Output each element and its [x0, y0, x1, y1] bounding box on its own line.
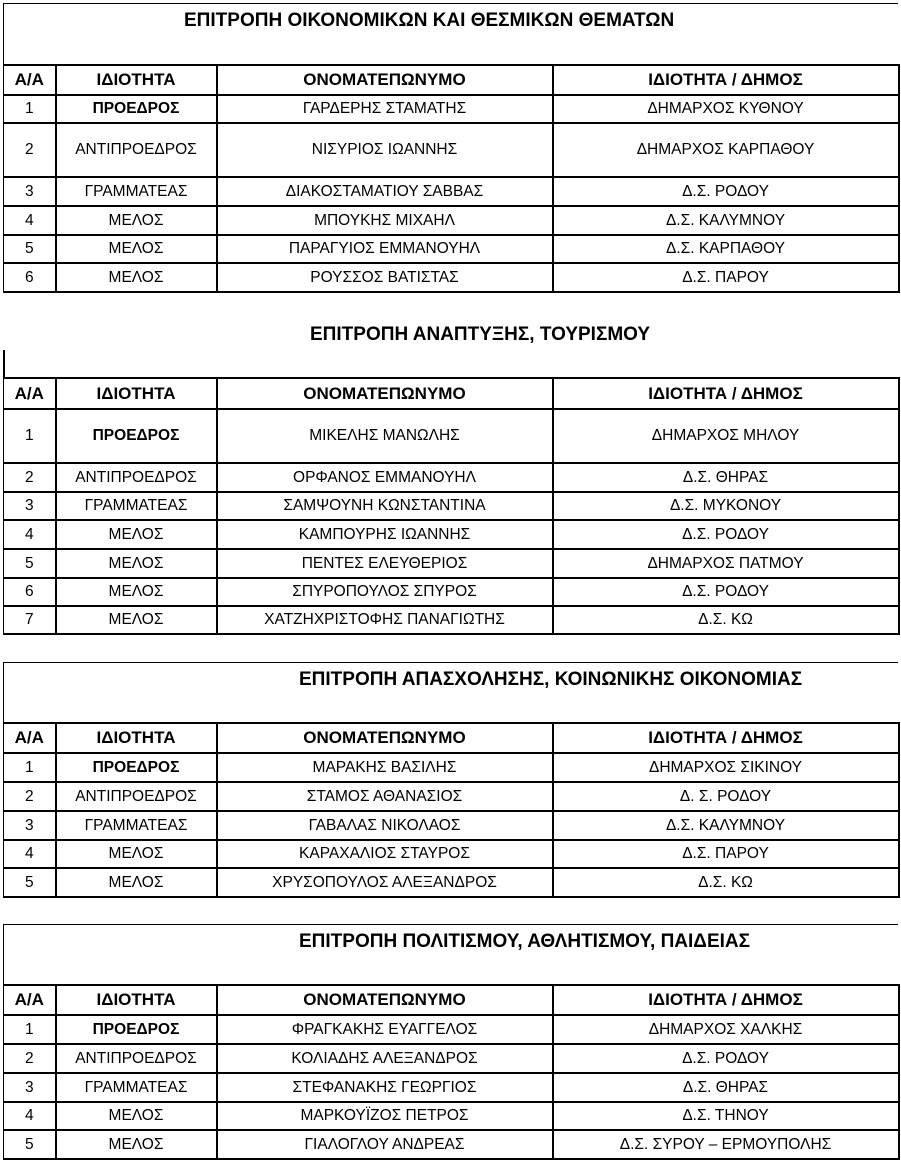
- member-position: Δ.Σ. ΜΥΚΟΝΟΥ: [553, 492, 899, 520]
- member-role: ΑΝΤΙΠΡΟΕΔΡΟΣ: [56, 1044, 217, 1073]
- member-name: ΣΤΕΦΑΝΑΚΗΣ ΓΕΩΡΓΙΟΣ: [217, 1073, 553, 1102]
- member-role: ΜΕΛΟΣ: [56, 235, 217, 263]
- member-name: ΣΠΥΡΟΠΟΥΛΟΣ ΣΠΥΡΟΣ: [217, 578, 553, 606]
- member-name: ΚΑΡΑΧΑΛΙΟΣ ΣΤΑΥΡΟΣ: [217, 840, 553, 868]
- column-header-number: Α/Α: [4, 985, 56, 1015]
- row-number: 4: [4, 520, 56, 549]
- member-role: ΜΕΛΟΣ: [56, 206, 217, 235]
- committee-title-area: [3, 924, 898, 984]
- member-name: ΝΙΣΥΡΙΟΣ ΙΩΑΝΝΗΣ: [217, 123, 553, 177]
- member-position: Δ.Σ. ΡΟΔΟΥ: [553, 1044, 899, 1073]
- member-name: ΓΑΡΔΕΡΗΣ ΣΤΑΜΑΤΗΣ: [217, 95, 553, 123]
- table-row: [4, 868, 899, 897]
- table-row: [4, 409, 899, 463]
- member-name: ΣΤΑΜΟΣ ΑΘΑΝΑΣΙΟΣ: [217, 782, 553, 811]
- member-role: ΠΡΟΕΔΡΟΣ: [56, 409, 217, 463]
- member-position: ΔΗΜΑΡΧΟΣ ΠΑΤΜΟΥ: [553, 549, 899, 578]
- member-role: ΓΡΑΜΜΑΤΕΑΣ: [56, 177, 217, 206]
- column-header-fullname: ΟΝΟΜΑΤΕΠΩΝΥΜΟ: [217, 378, 553, 409]
- table-row: [4, 95, 899, 123]
- member-role: ΑΝΤΙΠΡΟΕΔΡΟΣ: [56, 123, 217, 177]
- member-name: ΟΡΦΑΝΟΣ ΕΜΜΑΝΟΥΗΛ: [217, 463, 553, 492]
- table-header-row: [4, 723, 899, 753]
- member-name: ΓΑΒΑΛΑΣ ΝΙΚΟΛΑΟΣ: [217, 811, 553, 840]
- column-header-fullname: ΟΝΟΜΑΤΕΠΩΝΥΜΟ: [217, 985, 553, 1015]
- table-row: [4, 549, 899, 578]
- row-number: 3: [4, 492, 56, 520]
- member-name: ΚΑΜΠΟΥΡΗΣ ΙΩΑΝΝΗΣ: [217, 520, 553, 549]
- table-row: [4, 235, 899, 263]
- member-name: ΓΙΑΛΟΓΛΟΥ ΑΝΔΡΕΑΣ: [217, 1130, 553, 1159]
- table-row: [4, 206, 899, 235]
- committee-title: ΕΠΙΤΡΟΠΗ ΠΟΛΙΤΙΣΜΟΥ, ΑΘΛΗΤΙΣΜΟΥ, ΠΑΙΔΕΙΑΣ: [299, 931, 751, 952]
- column-header-position: ΙΔΙΟΤΗΤΑ / ΔΗΜΟΣ: [553, 65, 899, 95]
- member-role: ΜΕΛΟΣ: [56, 840, 217, 868]
- committee-title-area: [3, 3, 898, 64]
- row-number: 6: [4, 578, 56, 606]
- row-number: 6: [4, 263, 56, 292]
- row-number: 2: [4, 782, 56, 811]
- row-number: 4: [4, 206, 56, 235]
- member-position: Δ.Σ. ΡΟΔΟΥ: [553, 177, 899, 206]
- column-header-fullname: ΟΝΟΜΑΤΕΠΩΝΥΜΟ: [217, 723, 553, 753]
- member-position: Δ.Σ. ΠΑΡΟΥ: [553, 840, 899, 868]
- member-position: Δ.Σ. ΘΗΡΑΣ: [553, 1073, 899, 1102]
- member-name: ΣΑΜΨΟΥΝΗ ΚΩΝΣΤΑΝΤΙΝΑ: [217, 492, 553, 520]
- member-position: Δ.Σ. ΚΑΛΥΜΝΟΥ: [553, 206, 899, 235]
- table-row: [4, 1015, 899, 1044]
- member-role: ΜΕΛΟΣ: [56, 520, 217, 549]
- column-header-position: ΙΔΙΟΤΗΤΑ / ΔΗΜΟΣ: [553, 723, 899, 753]
- member-position: ΔΗΜΑΡΧΟΣ ΣΙΚΙΝΟΥ: [553, 753, 899, 782]
- row-number: 3: [4, 811, 56, 840]
- member-role: ΜΕΛΟΣ: [56, 1102, 217, 1130]
- table-row: [4, 123, 899, 177]
- column-header-number: Α/Α: [4, 378, 56, 409]
- table-row: [4, 1130, 899, 1159]
- member-role: ΜΕΛΟΣ: [56, 263, 217, 292]
- member-position: ΔΗΜΑΡΧΟΣ ΚΑΡΠΑΘΟΥ: [553, 123, 899, 177]
- row-number: 1: [4, 95, 56, 123]
- member-role: ΠΡΟΕΔΡΟΣ: [56, 95, 217, 123]
- member-name: ΠΕΝΤΕΣ ΕΛΕΥΘΕΡΙΟΣ: [217, 549, 553, 578]
- column-header-role: ΙΔΙΟΤΗΤΑ: [56, 65, 217, 95]
- committee-title: ΕΠΙΤΡΟΠΗ ΑΠΑΣΧΟΛΗΣΗΣ, ΚΟΙΝΩΝΙΚΗΣ ΟΙΚΟΝΟΜΙΑΣ: [299, 669, 803, 690]
- member-role: ΑΝΤΙΠΡΟΕΔΡΟΣ: [56, 782, 217, 811]
- member-role: ΜΕΛΟΣ: [56, 549, 217, 578]
- row-number: 4: [4, 840, 56, 868]
- table-header-row: [4, 65, 899, 95]
- member-role: ΠΡΟΕΔΡΟΣ: [56, 753, 217, 782]
- member-role: ΜΕΛΟΣ: [56, 1130, 217, 1159]
- member-position: ΔΗΜΑΡΧΟΣ ΜΗΛΟΥ: [553, 409, 899, 463]
- member-role: ΜΕΛΟΣ: [56, 868, 217, 897]
- table-row: [4, 520, 899, 549]
- row-number: 3: [4, 177, 56, 206]
- member-position: ΔΗΜΑΡΧΟΣ ΚΥΘΝΟΥ: [553, 95, 899, 123]
- member-name: ΚΟΛΙΑΔΗΣ ΑΛΕΞΑΝΔΡΟΣ: [217, 1044, 553, 1073]
- table-header-row: [4, 985, 899, 1015]
- member-position: Δ.Σ. ΠΑΡΟΥ: [553, 263, 899, 292]
- member-position: Δ.Σ. ΣΥΡΟΥ – ΕΡΜΟΥΠΟΛΗΣ: [553, 1130, 899, 1159]
- table-row: [4, 811, 899, 840]
- member-position: Δ.Σ. ΤΗΝΟΥ: [553, 1102, 899, 1130]
- member-role: ΜΕΛΟΣ: [56, 606, 217, 634]
- table-row: [4, 1102, 899, 1130]
- table-row: [4, 463, 899, 492]
- member-position: Δ.Σ. ΡΟΔΟΥ: [553, 520, 899, 549]
- row-number: 1: [4, 753, 56, 782]
- committee-title-area: [3, 318, 898, 377]
- members-table: [3, 984, 900, 1160]
- member-position: Δ.Σ. ΚΩ: [553, 606, 899, 634]
- table-row: [4, 753, 899, 782]
- members-table: [3, 377, 900, 635]
- member-role: ΓΡΑΜΜΑΤΕΑΣ: [56, 1073, 217, 1102]
- column-header-position: ΙΔΙΟΤΗΤΑ / ΔΗΜΟΣ: [553, 378, 899, 409]
- row-number: 1: [4, 409, 56, 463]
- committee-title: ΕΠΙΤΡΟΠΗ ΟΙΚΟΝΟΜΙΚΩΝ ΚΑΙ ΘΕΣΜΙΚΩΝ ΘΕΜΑΤΩΝ: [184, 10, 675, 31]
- row-number: 3: [4, 1073, 56, 1102]
- table-row: [4, 606, 899, 634]
- member-name: ΜΑΡΚΟΥΪΖΟΣ ΠΕΤΡΟΣ: [217, 1102, 553, 1130]
- row-number: 5: [4, 549, 56, 578]
- committee-title-area: [3, 662, 898, 722]
- member-position: Δ.Σ. ΚΩ: [553, 868, 899, 897]
- column-header-number: Α/Α: [4, 65, 56, 95]
- member-name: ΧΑΤΖΗΧΡΙΣΤΟΦΗΣ ΠΑΝΑΓΙΩΤΗΣ: [217, 606, 553, 634]
- committee-culture-sports-education: [3, 924, 898, 1160]
- member-name: ΡΟΥΣΣΟΣ ΒΑΤΙΣΤΑΣ: [217, 263, 553, 292]
- row-number: 7: [4, 606, 56, 634]
- member-name: ΜΑΡΑΚΗΣ ΒΑΣΙΛΗΣ: [217, 753, 553, 782]
- table-row: [4, 177, 899, 206]
- member-name: ΦΡΑΓΚΑΚΗΣ ΕΥΑΓΓΕΛΟΣ: [217, 1015, 553, 1044]
- table-row: [4, 1073, 899, 1102]
- member-position: Δ.Σ. ΚΑΛΥΜΝΟΥ: [553, 811, 899, 840]
- column-header-fullname: ΟΝΟΜΑΤΕΠΩΝΥΜΟ: [217, 65, 553, 95]
- member-role: ΓΡΑΜΜΑΤΕΑΣ: [56, 492, 217, 520]
- member-role: ΠΡΟΕΔΡΟΣ: [56, 1015, 217, 1044]
- partial-left-border: [3, 350, 5, 377]
- row-number: 2: [4, 463, 56, 492]
- column-header-number: Α/Α: [4, 723, 56, 753]
- member-position: Δ.Σ. ΘΗΡΑΣ: [553, 463, 899, 492]
- table-row: [4, 1044, 899, 1073]
- members-table: [3, 722, 900, 898]
- table-row: [4, 263, 899, 292]
- row-number: 2: [4, 123, 56, 177]
- member-name: ΠΑΡΑΓΥΙΟΣ ΕΜΜΑΝΟΥΗΛ: [217, 235, 553, 263]
- row-number: 5: [4, 1130, 56, 1159]
- member-name: ΜΠΟΥΚΗΣ ΜΙΧΑΗΛ: [217, 206, 553, 235]
- column-header-role: ΙΔΙΟΤΗΤΑ: [56, 985, 217, 1015]
- column-header-role: ΙΔΙΟΤΗΤΑ: [56, 723, 217, 753]
- table-row: [4, 840, 899, 868]
- row-number: 5: [4, 235, 56, 263]
- member-role: ΑΝΤΙΠΡΟΕΔΡΟΣ: [56, 463, 217, 492]
- row-number: 1: [4, 1015, 56, 1044]
- row-number: 5: [4, 868, 56, 897]
- row-number: 4: [4, 1102, 56, 1130]
- member-position: ΔΗΜΑΡΧΟΣ ΧΑΛΚΗΣ: [553, 1015, 899, 1044]
- committee-economic-institutional: [3, 3, 898, 293]
- table-row: [4, 782, 899, 811]
- member-position: Δ. Σ. ΡΟΔΟΥ: [553, 782, 899, 811]
- column-header-role: ΙΔΙΟΤΗΤΑ: [56, 378, 217, 409]
- table-row: [4, 492, 899, 520]
- member-name: ΔΙΑΚΟΣΤΑΜΑΤΙΟΥ ΣΑΒΒΑΣ: [217, 177, 553, 206]
- member-name: ΜΙΚΕΛΗΣ ΜΑΝΩΛΗΣ: [217, 409, 553, 463]
- column-header-position: ΙΔΙΟΤΗΤΑ / ΔΗΜΟΣ: [553, 985, 899, 1015]
- member-position: Δ.Σ. ΡΟΔΟΥ: [553, 578, 899, 606]
- committee-employment-social-economy: [3, 662, 898, 898]
- member-role: ΓΡΑΜΜΑΤΕΑΣ: [56, 811, 217, 840]
- row-number: 2: [4, 1044, 56, 1073]
- member-role: ΜΕΛΟΣ: [56, 578, 217, 606]
- table-row: [4, 578, 899, 606]
- member-position: Δ.Σ. ΚΑΡΠΑΘΟΥ: [553, 235, 899, 263]
- committee-title: ΕΠΙΤΡΟΠΗ ΑΝΑΠΤΥΞΗΣ, ΤΟΥΡΙΣΜΟΥ: [310, 324, 651, 345]
- committee-development-tourism: [3, 318, 898, 635]
- members-table: [3, 64, 900, 293]
- member-name: ΧΡΥΣΟΠΟΥΛΟΣ ΑΛΕΞΑΝΔΡΟΣ: [217, 868, 553, 897]
- table-header-row: [4, 378, 899, 409]
